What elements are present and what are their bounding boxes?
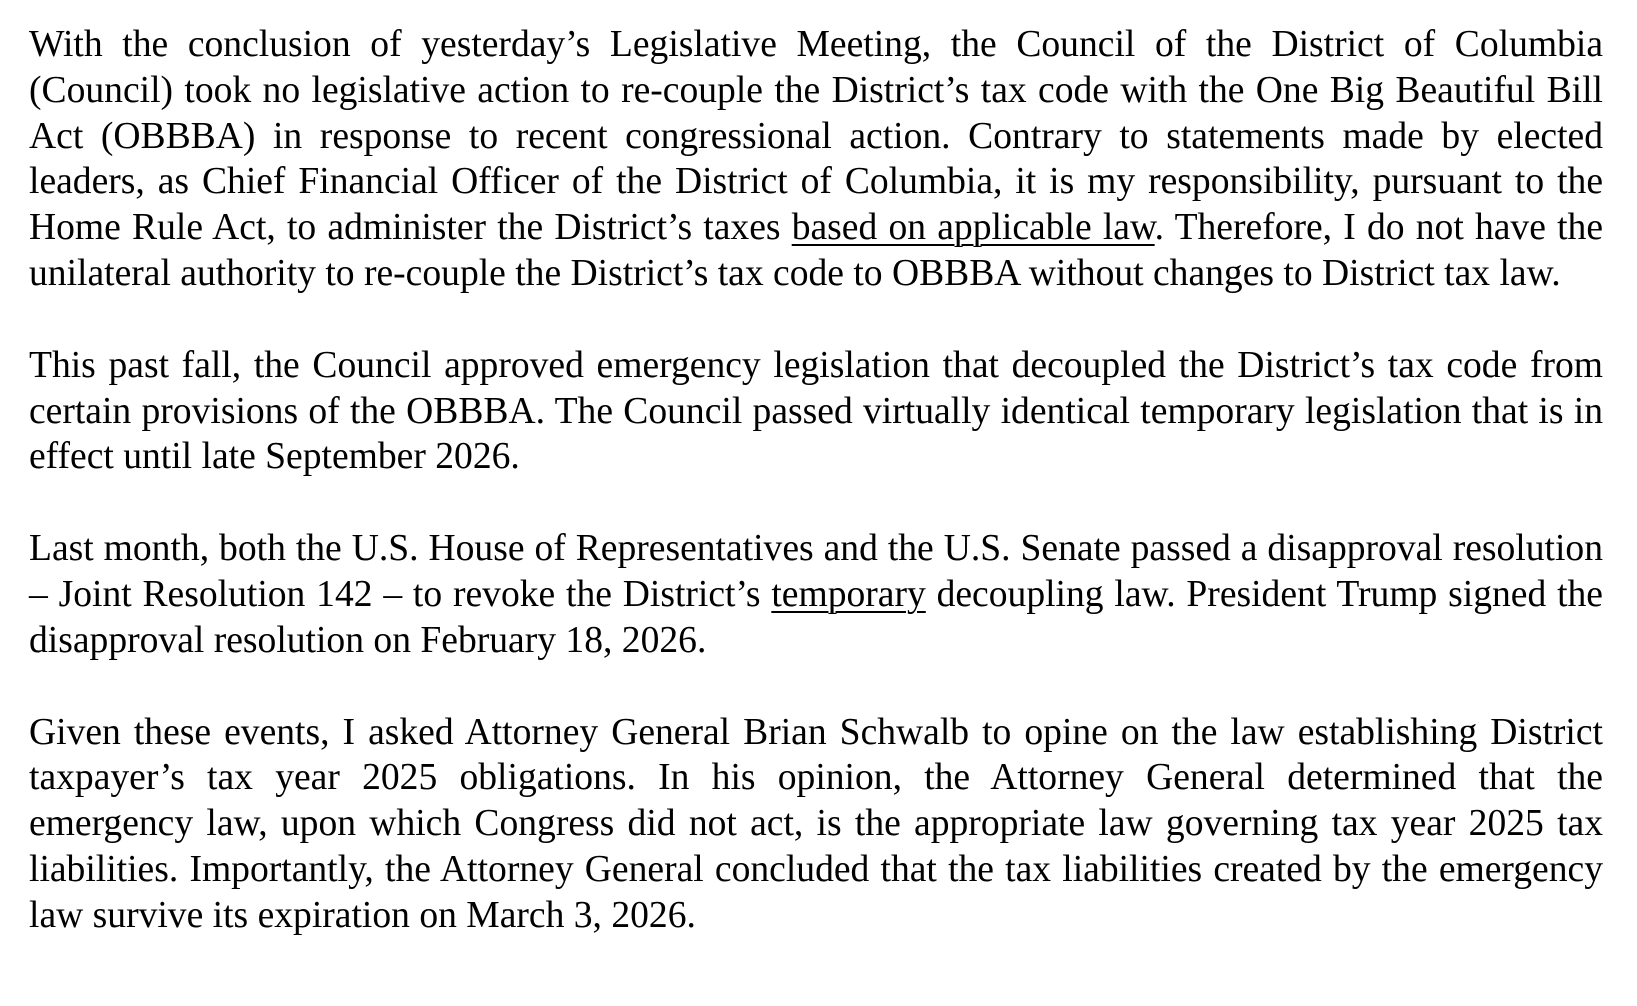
document-body bbox=[29, 22, 1603, 939]
underlined-word-temporary: temporary bbox=[771, 573, 926, 615]
paragraph-emergency-legislation bbox=[29, 343, 1603, 480]
text-segment: This past fall, the Council approved emergency legislation that decoupled the District’s tax code from certain provisions of the OBBBA. The Council passed virtually identical temporary legislation that is in effect until late September 2026. bbox=[29, 344, 1603, 478]
text-segment: With the conclusion of yesterday’s Legislative Meeting, the Council of the District of Columbia (Council) took no legislative action to re-couple the District’s tax code with the One Big Beautiful Bill Act (OBBBA) in response to recent congressional action. Contrary to statements made by elected leaders, as Chief Financial Officer of the District of Columbia, it is my responsibility, pursuant to the Home Rule Act, to administer the District’s taxes bbox=[29, 24, 1603, 249]
paragraph-legislative-meeting bbox=[29, 22, 1603, 297]
paragraph-attorney-general-opinion bbox=[29, 710, 1603, 939]
paragraph-disapproval-resolution bbox=[29, 526, 1603, 663]
text-segment: . Therefore, I do not have the unilateral authority to re-couple the District’s tax code to OBBBA without changes to District tax law. bbox=[29, 207, 1604, 294]
text-segment: Last month, both the U.S. House of Representatives and the U.S. Senate passed a disapproval resolution – Joint Resolution 142 – to revoke the District’s bbox=[29, 528, 1603, 615]
underlined-phrase-applicable-law: based on applicable law bbox=[791, 207, 1155, 249]
text-segment: Given these events, I asked Attorney General Brian Schwalb to opine on the law establishing District taxpayer’s tax year 2025 obligations. In his opinion, the Attorney General determined that the emergency law, upon which Congress did not act, is the appropriate law governing tax year 2025 tax liabilities. Importantly, the Attorney General concluded that the tax liabilities created by the emergency law survive its expiration on March 3, 2026. bbox=[29, 711, 1603, 936]
text-segment: decoupling law. President Trump signed the disapproval resolution on February 18, 2026. bbox=[29, 573, 1603, 661]
